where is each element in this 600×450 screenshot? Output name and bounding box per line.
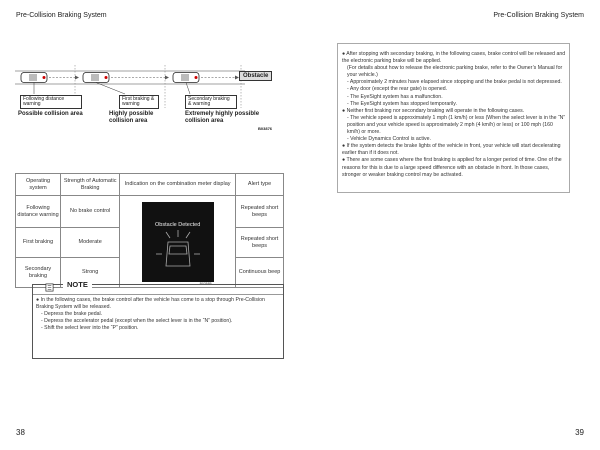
following-distance-warning-label: Following distance warning — [20, 95, 82, 109]
row-strength: No brake control — [61, 196, 120, 228]
display-code: B03585 — [199, 281, 212, 286]
meter-display — [142, 202, 214, 286]
header-operating-system: Operating system — [16, 174, 61, 196]
right-line: ● After stopping with secondary braking, in the following cases, brake control will be released and the electronic parking brake will be applied. — [342, 51, 566, 65]
right-line: - Any door (except the rear gate) is opened. — [347, 86, 448, 93]
note-title: NOTE — [63, 280, 92, 289]
diagram-code: B03876 — [258, 126, 273, 131]
note-book-icon — [45, 283, 54, 292]
car-icon-3 — [173, 73, 199, 83]
row-system: Following distance warning — [16, 196, 61, 228]
row-alert: Continuous beep — [236, 258, 284, 288]
car-warning-icon — [142, 202, 214, 282]
note-line: - Shift the select lever into the “P” position. — [41, 325, 139, 331]
braking-zone-diagram — [15, 60, 275, 170]
right-line: ● If the system detects the brake lights of the vehicle in front, your vehicle will start decelerating earlier than if it does not. — [342, 143, 561, 157]
row-strength: Moderate — [61, 228, 120, 258]
header-alert-type: Alert type — [236, 174, 284, 196]
right-text — [342, 51, 567, 179]
note-line: ● In the following cases, the brake control after the vehicle has come to a stop through Pre-Collision Braking System will be released. — [36, 297, 265, 310]
table-row — [16, 196, 284, 228]
right-page-number: 39 — [575, 428, 584, 437]
row-system: Secondary braking — [16, 258, 61, 288]
highly-possible-collision-area-label: Highly possible collision area — [109, 111, 154, 124]
row-strength: Strong — [61, 258, 120, 288]
right-page-header: Pre-Collision Braking System — [493, 12, 584, 19]
note-line: - Depress the accelerator pedal (except when the select lever is in the “N” position). — [41, 318, 233, 324]
note-line: - Depress the brake pedal. — [41, 311, 103, 317]
right-line: - Approximately 2 minutes have elapsed since stopping and the brake pedal is not depressed. — [347, 79, 562, 86]
first-braking-label: First braking & warning — [119, 95, 159, 109]
right-line: ● Neither first braking nor secondary braking will operate in the following cases. — [342, 107, 525, 114]
row-system: First braking — [16, 228, 61, 258]
left-page-header: Pre-Collision Braking System — [16, 12, 107, 19]
obstacle-detected-text: Obstacle Detected — [155, 221, 201, 228]
right-line: (For details about how to release the electronic parking brake, refer to the Owner’s Manual for your vehicle.) — [347, 65, 563, 79]
extremely-highly-possible-collision-area-label: Extremely highly possible collision area — [185, 111, 260, 124]
right-line: - The EyeSight system has a malfunction. — [347, 93, 443, 100]
braking-table — [15, 173, 284, 288]
right-line: - The vehicle speed is approximately 1 mph (1 km/h) or less (When the select lever is in the “N” position and your vehicle speed is approximately 2 mph (4 km/h) or less) or 100 mph (160 km/h) or more. — [347, 114, 566, 136]
right-line: - The EyeSight system has stopped temporarily. — [347, 100, 457, 107]
secondary-braking-label: Secondary braking & warning — [185, 95, 237, 109]
header-indication: Indication on the combination meter display — [120, 174, 236, 196]
left-page-number: 38 — [16, 428, 25, 437]
note-divider — [33, 294, 283, 295]
row-alert: Repeated short beeps — [236, 196, 284, 228]
meter-display-cell — [120, 196, 236, 288]
possible-collision-area-label: Possible collision area — [18, 111, 83, 117]
table-header-row — [16, 174, 284, 196]
car-icon-2 — [83, 73, 109, 83]
note-text — [36, 297, 281, 332]
car-icon-1 — [21, 73, 47, 83]
right-line: ● There are some cases where the first braking is applied for a longer period of time. One of the reasons for this is due to a large speed difference with an obstacle in front. In those cases, stronger or weaker braking control may be activated. — [342, 157, 562, 178]
header-strength: Strength of Automatic Braking — [61, 174, 120, 196]
row-alert: Repeated short beeps — [236, 228, 284, 258]
right-line: - Vehicle Dynamics Control is active. — [347, 136, 431, 143]
obstacle-label: Obstacle — [239, 71, 272, 81]
